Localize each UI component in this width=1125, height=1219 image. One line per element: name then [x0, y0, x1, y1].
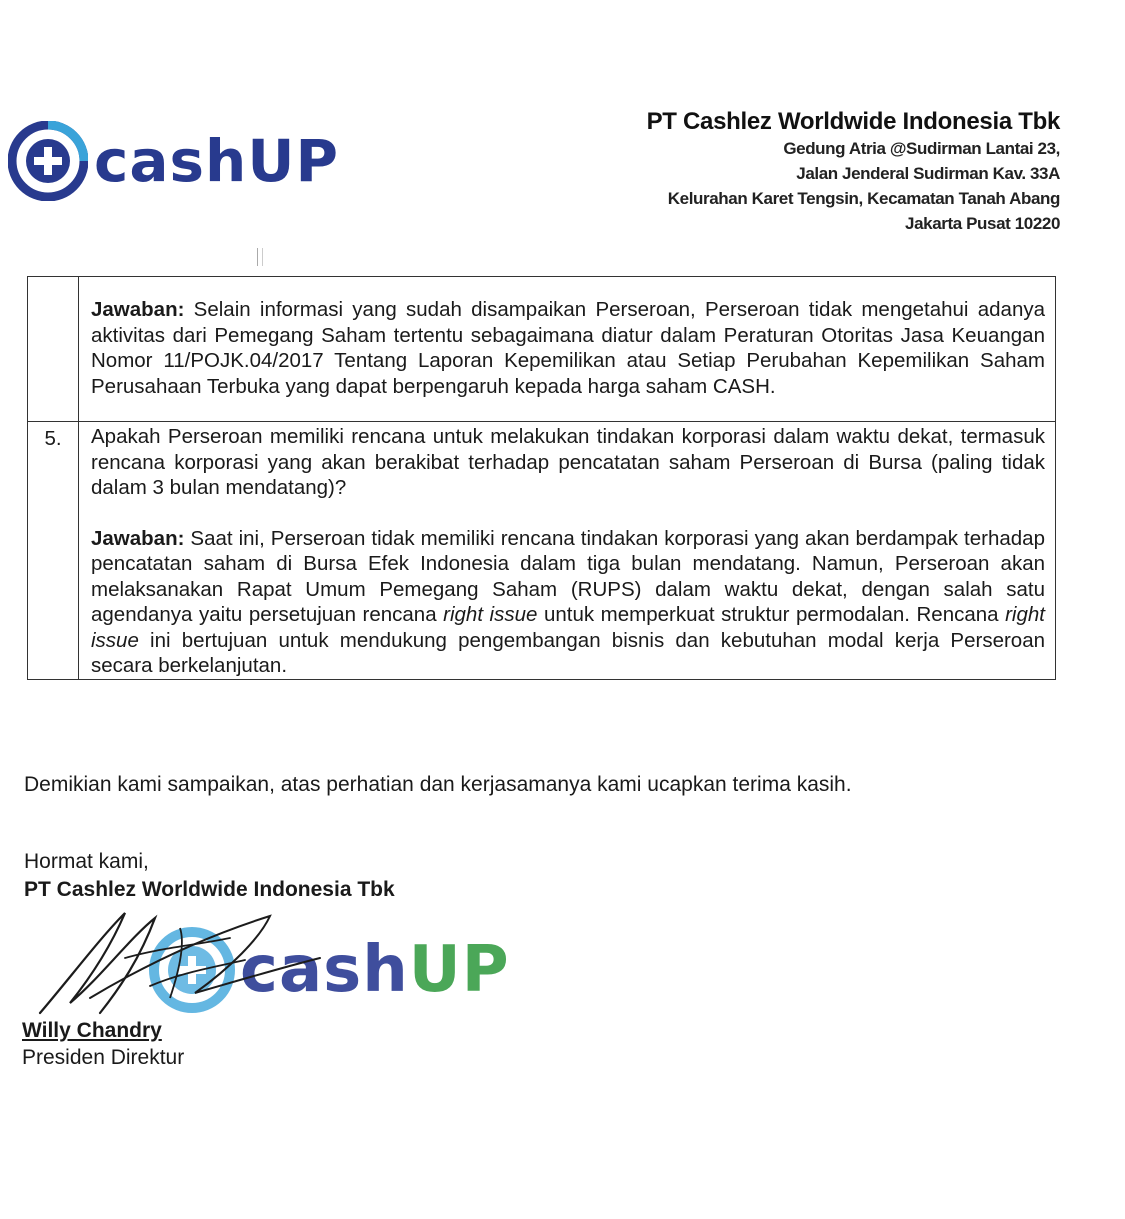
- handwritten-signature: [30, 898, 340, 1028]
- address-line-1: Gedung Atria @Sudirman Lantai 23,: [783, 139, 1060, 158]
- signer-block: [22, 1017, 184, 1071]
- company-name: PT Cashlez Worldwide Indonesia Tbk: [646, 108, 1060, 135]
- cashup-logo-icon: [8, 121, 88, 201]
- company-logo: [8, 118, 353, 203]
- row-content: [79, 277, 1056, 422]
- answer-paragraph: [91, 297, 1045, 399]
- answer-paragraph: [91, 526, 1045, 679]
- address-line-2: Jalan Jenderal Sudirman Kav. 33A: [796, 164, 1060, 183]
- signer-name: Willy Chandry: [22, 1019, 162, 1042]
- answer-italic-1: right issue: [443, 603, 538, 626]
- stamp-wordmark: cashUP: [240, 933, 510, 1007]
- greeting: Hormat kami,: [24, 850, 149, 873]
- row-content: [79, 422, 1056, 680]
- greeting-company: PT Cashlez Worldwide Indonesia Tbk: [24, 878, 395, 901]
- row-number: [28, 277, 79, 422]
- address-line-4: Jakarta Pusat 10220: [905, 214, 1060, 233]
- company-letterhead: [647, 108, 1060, 236]
- closing-text: Demikian kami sampaikan, atas perhatian dan kerjasamanya kami ucapkan terima kasih.: [24, 773, 852, 796]
- signer-title: Presiden Direktur: [22, 1046, 185, 1069]
- scan-artifact: [257, 248, 263, 266]
- answer-label: Jawaban:: [91, 298, 185, 321]
- answer-text-part2: untuk memperkuat struktur permodalan. Rencana: [537, 603, 1006, 626]
- table-row: [28, 277, 1056, 422]
- question-paragraph: Apakah Perseroan memiliki rencana untuk melakukan tindakan korporasi dalam waktu dekat, termasuk rencana korporasi yang akan berakibat terhadap pencatatan saham Perseroan di Bursa (paling tidak dalam 3 bulan mendatang)?: [91, 425, 1045, 499]
- greeting-block: [24, 848, 395, 904]
- answer-text-part1: Saat ini, Perseroan tidak memiliki rencana tindakan korporasi yang akan berdampak terhadap pencatatan saham di Bursa Efek Indonesia dalam tiga bulan mendatang. Namun, Perseroan akan melaksanakan Rapat Umum Pemegang Saham (RUPS) dalam waktu dekat, dengan salah satu agendanya yaitu persetujuan rencana: [91, 526, 1045, 626]
- row-number: 5.: [28, 422, 79, 680]
- answer-label: Jawaban:: [91, 526, 185, 550]
- address-line-3: Kelurahan Karet Tengsin, Kecamatan Tanah Abang: [667, 189, 1060, 208]
- answer-italic-2: right issue: [91, 603, 1045, 652]
- qa-table: [27, 276, 1056, 680]
- answer-text-part3: ini bertujuan untuk mendukung pengembangan bisnis dan kebutuhan modal kerja Perseroan secara berkelanjutan.: [91, 628, 1045, 677]
- answer-text: Selain informasi yang sudah disampaikan Perseroan, Perseroan tidak mengetahui adanya aktivitas dari Pemegang Saham tertentu sebagaimana diatur dalam Peraturan Otoritas Jasa Keuangan Nomor 11/POJK.04/2017 Tentang Laporan Kepemilikan atau Setiap Perubahan Kepemilikan Saham Perusahaan Terbuka yang dapat berpengaruh kepada harga saham CASH.: [91, 298, 1045, 398]
- logo-wordmark: cashUP: [94, 126, 339, 195]
- table-row: [28, 422, 1056, 680]
